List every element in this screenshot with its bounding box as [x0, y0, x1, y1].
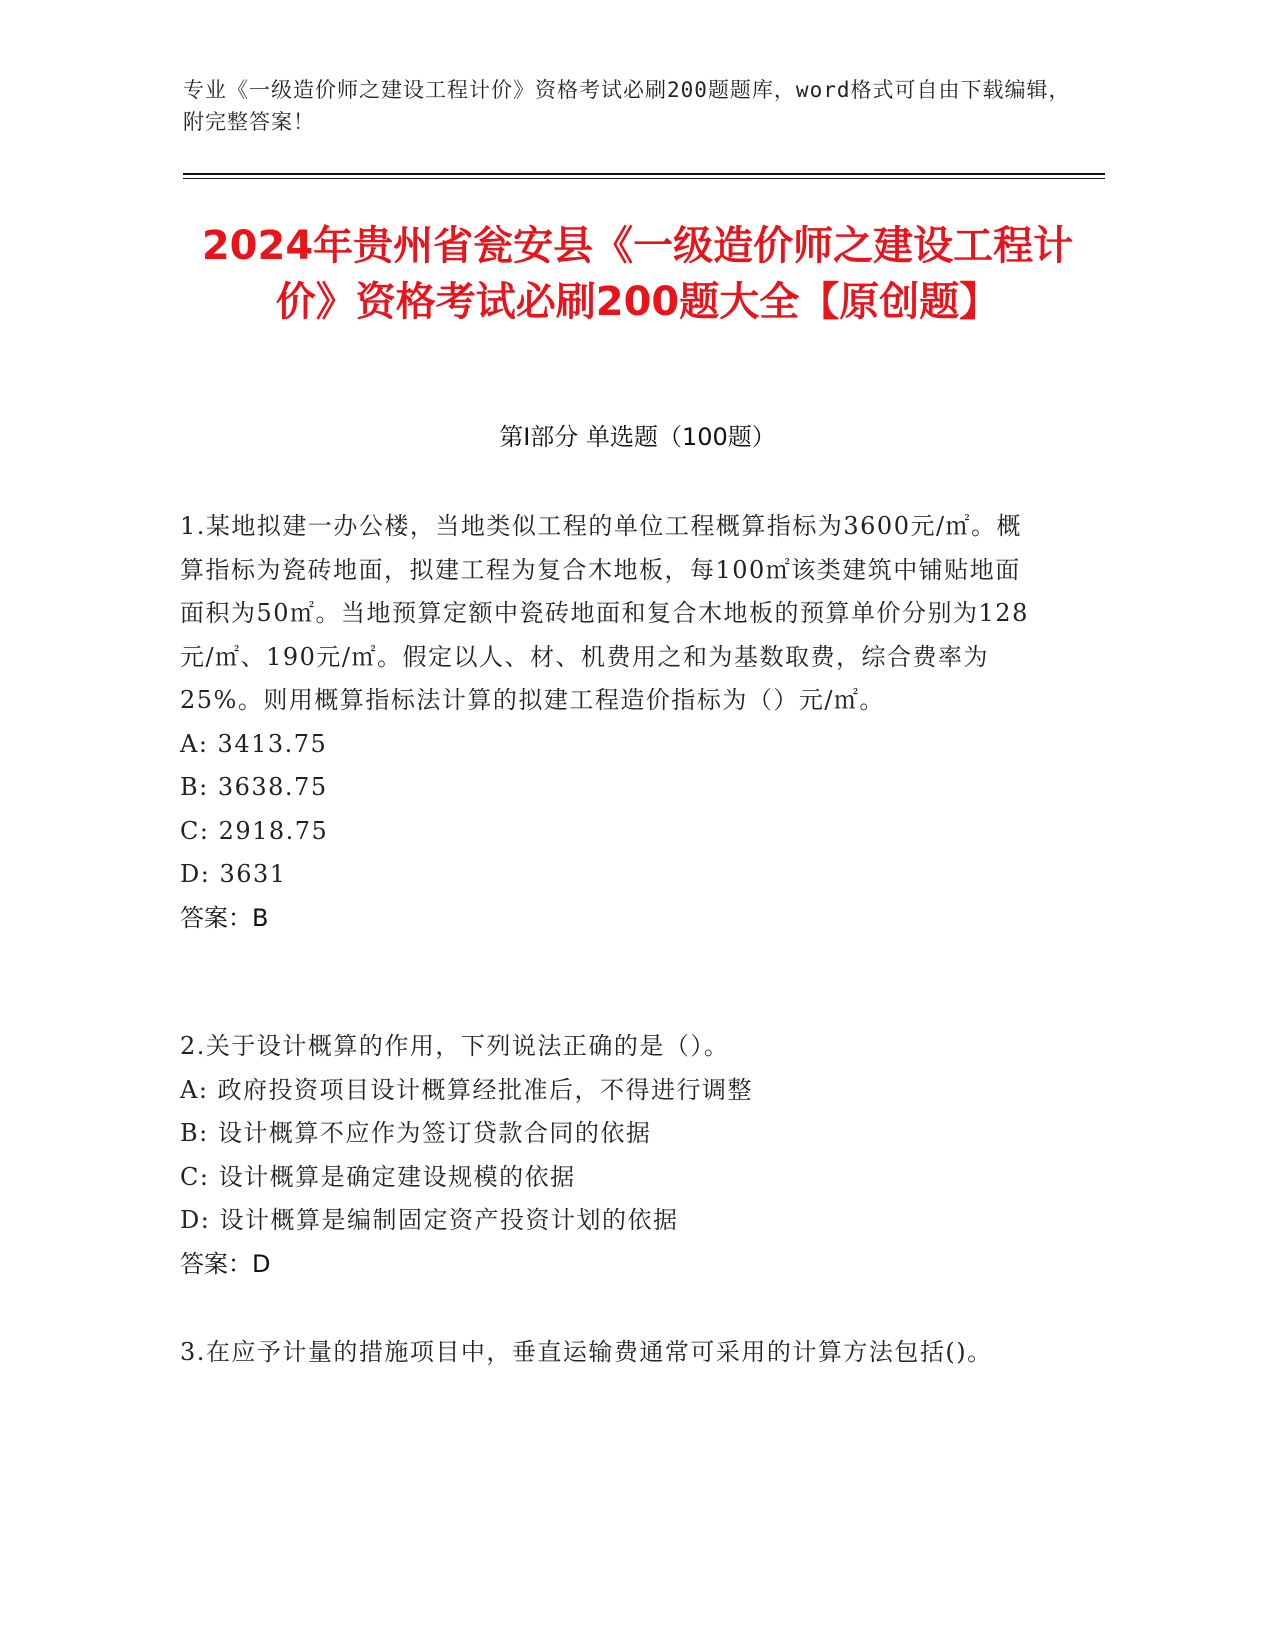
question-1	[180, 505, 1040, 940]
option-c: C: 2918.75	[180, 816, 329, 845]
question-2	[180, 1025, 1040, 1286]
answer: 答案：D	[180, 1249, 271, 1278]
question-stem: 3.在应予计量的措施项目中，垂直运输费通常可采用的计算方法包括()。	[180, 1338, 993, 1366]
question-3	[180, 1331, 1040, 1375]
document-title: 2024年贵州省瓮安县《一级造价师之建设工程计价》资格考试必刷200题大全【原创题】	[201, 223, 1074, 325]
option-d: D: 设计概算是编制固定资产投资计划的依据	[180, 1206, 679, 1234]
section-heading: 第I部分 单选题（100题）	[499, 423, 776, 451]
option-d: D: 3631	[180, 860, 287, 888]
header-divider-thin	[183, 178, 1105, 179]
header-divider-thick	[183, 173, 1105, 175]
option-c: C: 设计概算是确定建设规模的依据	[180, 1162, 576, 1191]
option-a: A: 政府投资项目设计概算经批准后，不得进行调整	[180, 1075, 754, 1104]
answer: 答案：B	[180, 903, 269, 932]
option-b: B: 设计概算不应作为签订贷款合同的依据	[180, 1119, 652, 1147]
option-b: B: 3638.75	[180, 773, 328, 801]
header-note: 专业《一级造价师之建设工程计价》资格考试必刷200题题库，word格式可自由下载编辑，附完整答案！	[183, 78, 1071, 134]
question-stem: 2.关于设计概算的作用，下列说法正确的是（）。	[180, 1032, 730, 1060]
option-a: A: 3413.75	[180, 729, 328, 758]
question-stem: 1.某地拟建一办公楼，当地类似工程的单位工程概算指标为3600元/㎡。概算指标为瓷砖地面，拟建工程为复合木地板，每100㎡该类建筑中铺贴地面面积为50㎡。当地预算定额中瓷砖地面和复合木地板的预算单价分别为128元/㎡、190元/㎡。假定以人、材、机费用之和为基数取费，综合费率为25%。则用概算指标法计算的拟建工程造价指标为（）元/㎡。	[180, 512, 1029, 714]
